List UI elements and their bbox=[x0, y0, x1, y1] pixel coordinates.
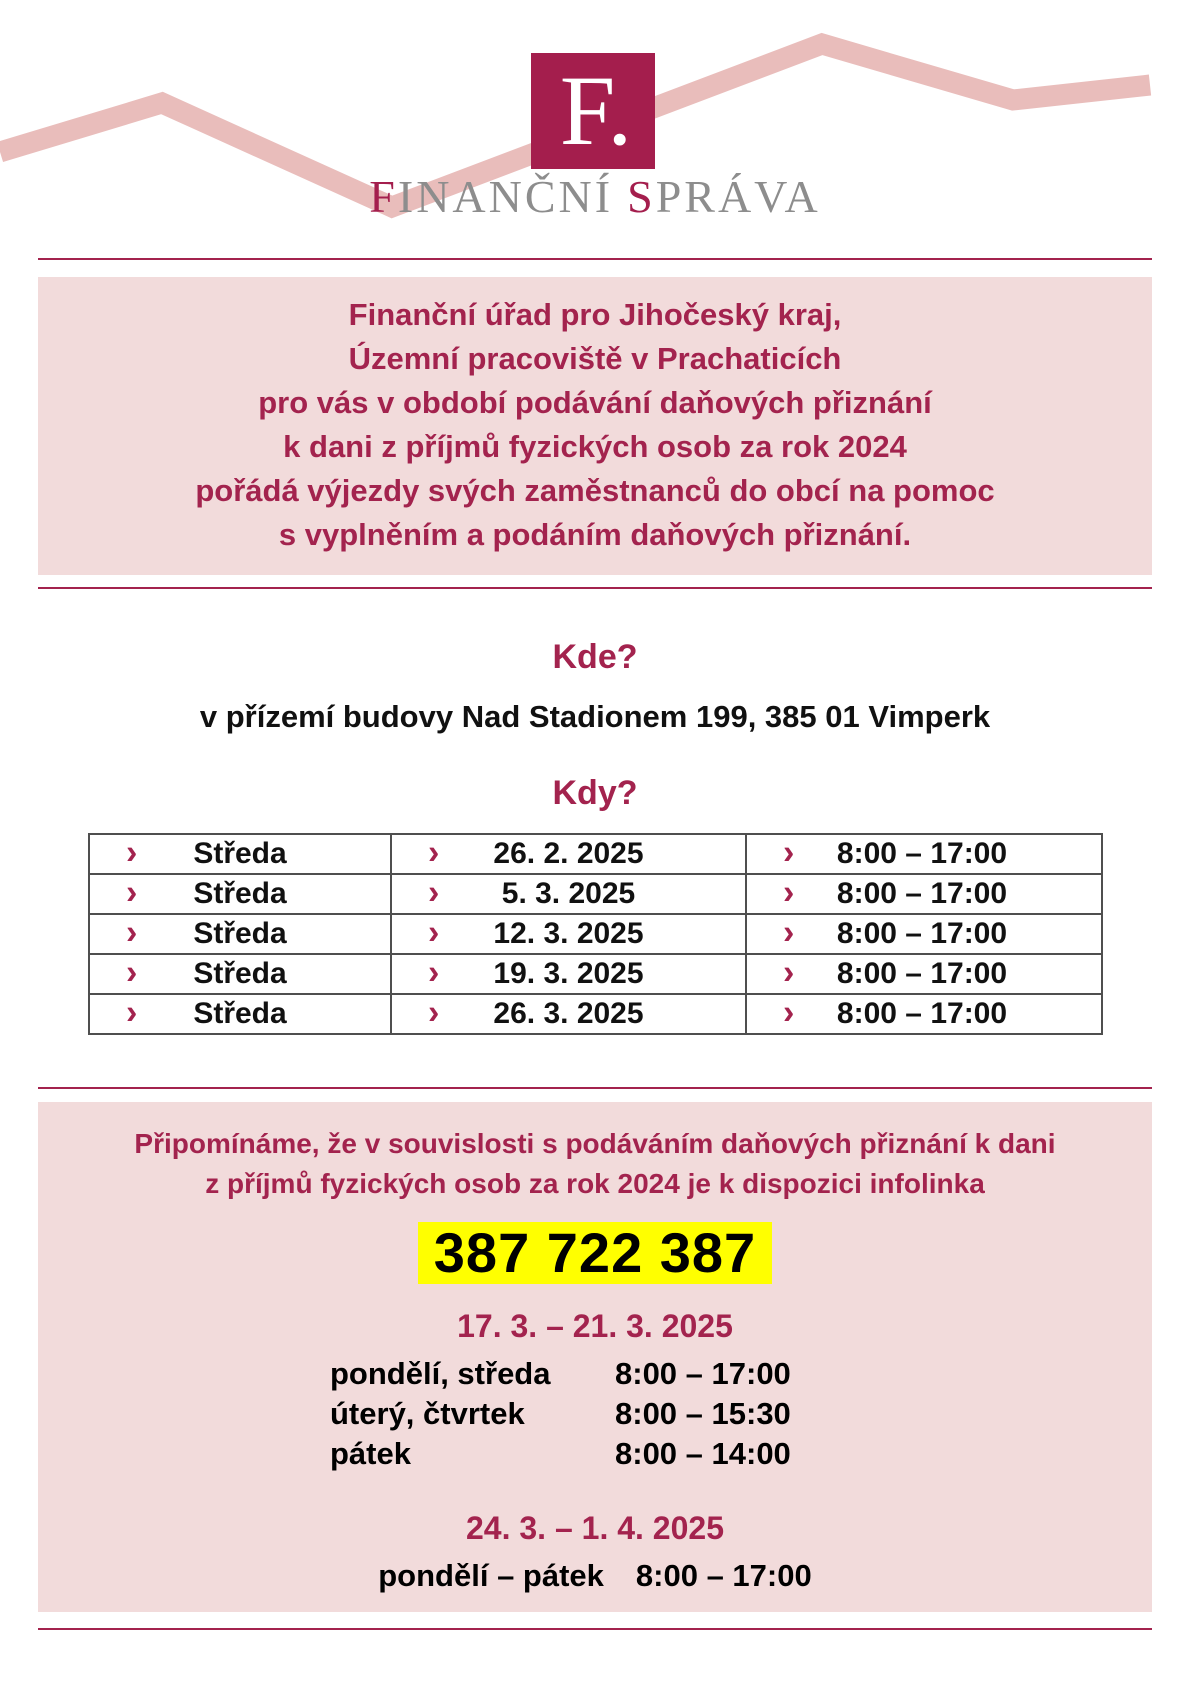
time-value: 8:00 – 17:00 bbox=[836, 917, 1008, 950]
day-value: Středa bbox=[193, 877, 287, 910]
financni-sprava-logo bbox=[531, 53, 655, 169]
hours-time: 8:00 – 15:30 bbox=[615, 1396, 791, 1431]
hours-time: 8:00 – 17:00 bbox=[615, 1356, 791, 1391]
date-cell bbox=[390, 995, 745, 1033]
wordmark-inancni: INANČNÍ bbox=[397, 171, 614, 222]
chevron-right-icon: › bbox=[428, 913, 440, 952]
table-row bbox=[90, 835, 1101, 873]
intro-line: Finanční úřad pro Jihočeský kraj, bbox=[348, 297, 842, 332]
day-value: Středa bbox=[193, 997, 287, 1030]
period-2-range: 24. 3. – 1. 4. 2025 bbox=[466, 1510, 724, 1546]
logo-monogram: F. bbox=[559, 55, 633, 166]
header bbox=[0, 0, 1190, 258]
infoline-phone-number: 387 722 387 bbox=[418, 1222, 772, 1284]
divider-under-intro bbox=[38, 587, 1152, 589]
intro-line: s vyplněním a podáním daňových přiznání. bbox=[278, 517, 912, 552]
time-cell bbox=[745, 915, 1097, 953]
date-cell bbox=[390, 915, 745, 953]
hours-days: pondělí, středa bbox=[330, 1356, 551, 1391]
divider-above-infoline bbox=[38, 1087, 1152, 1089]
day-cell bbox=[90, 995, 390, 1033]
time-value: 8:00 – 17:00 bbox=[836, 957, 1008, 990]
date-value: 26. 2. 2025 bbox=[493, 837, 644, 870]
where-heading: Kde? bbox=[552, 638, 638, 676]
chevron-right-icon: › bbox=[428, 953, 440, 992]
intro-line: pořádá výjezdy svých zaměstnanců do obcí na pomoc bbox=[195, 473, 995, 508]
chevron-right-icon: › bbox=[783, 953, 795, 992]
hours-days: úterý, čtvrtek bbox=[330, 1396, 525, 1431]
day-cell bbox=[90, 955, 390, 993]
chevron-right-icon: › bbox=[428, 873, 440, 912]
time-cell bbox=[745, 995, 1097, 1033]
period-1-hours bbox=[330, 1354, 860, 1474]
chevron-right-icon: › bbox=[126, 953, 138, 992]
intro-line: k dani z příjmů fyzických osob za rok 2024 bbox=[283, 429, 907, 464]
chevron-right-icon: › bbox=[783, 913, 795, 952]
hours-time: 8:00 – 17:00 bbox=[635, 1558, 812, 1593]
chevron-right-icon: › bbox=[783, 833, 795, 872]
day-cell bbox=[90, 875, 390, 913]
chevron-right-icon: › bbox=[783, 993, 795, 1032]
chevron-right-icon: › bbox=[126, 833, 138, 872]
chevron-right-icon: › bbox=[126, 913, 138, 952]
date-value: 19. 3. 2025 bbox=[493, 957, 644, 990]
chevron-right-icon: › bbox=[126, 873, 138, 912]
hours-days: pátek bbox=[330, 1436, 411, 1471]
hours-time: 8:00 – 14:00 bbox=[615, 1436, 791, 1471]
date-value: 26. 3. 2025 bbox=[493, 997, 644, 1030]
visit-schedule-table bbox=[88, 833, 1103, 1035]
intro-line: Územní pracoviště v Prachaticích bbox=[348, 341, 842, 376]
day-value: Středa bbox=[193, 917, 287, 950]
time-cell bbox=[745, 955, 1097, 993]
time-value: 8:00 – 17:00 bbox=[836, 877, 1008, 910]
chevron-right-icon: › bbox=[428, 833, 440, 872]
period-2-hours bbox=[38, 1556, 1152, 1596]
divider-bottom bbox=[38, 1628, 1152, 1630]
intro-line: pro vás v období podávání daňových přiznání bbox=[258, 385, 932, 420]
table-row bbox=[90, 953, 1101, 993]
time-cell bbox=[745, 875, 1097, 913]
phone-wrap bbox=[38, 1222, 1152, 1284]
hours-days: pondělí – pátek bbox=[378, 1558, 604, 1593]
date-value: 5. 3. 2025 bbox=[501, 877, 636, 910]
day-cell bbox=[90, 915, 390, 953]
date-value: 12. 3. 2025 bbox=[493, 917, 644, 950]
divider-top bbox=[38, 258, 1152, 260]
logo-wordmark bbox=[0, 171, 1190, 222]
wordmark-prava: PRÁVA bbox=[655, 171, 821, 222]
time-value: 8:00 – 17:00 bbox=[836, 837, 1008, 870]
when-heading: Kdy? bbox=[552, 774, 638, 812]
date-cell bbox=[390, 875, 745, 913]
table-row bbox=[90, 913, 1101, 953]
wordmark-initial-f: F bbox=[369, 171, 398, 222]
table-row bbox=[90, 873, 1101, 913]
infoline-note-line: z příjmů fyzických osob za rok 2024 je k dispozici infolinka bbox=[205, 1168, 985, 1199]
wordmark-initial-s: S bbox=[627, 171, 656, 222]
infoline-panel bbox=[38, 1102, 1152, 1612]
time-value: 8:00 – 17:00 bbox=[836, 997, 1008, 1030]
day-value: Středa bbox=[193, 957, 287, 990]
table-row bbox=[90, 993, 1101, 1033]
date-cell bbox=[390, 955, 745, 993]
period-1-range: 17. 3. – 21. 3. 2025 bbox=[457, 1308, 733, 1344]
address-line: v přízemí budovy Nad Stadionem 199, 385 01 Vimperk bbox=[199, 699, 991, 734]
day-value: Středa bbox=[193, 837, 287, 870]
intro-banner bbox=[38, 277, 1152, 575]
day-cell bbox=[90, 835, 390, 873]
chevron-right-icon: › bbox=[126, 993, 138, 1032]
chevron-right-icon: › bbox=[783, 873, 795, 912]
time-cell bbox=[745, 835, 1097, 873]
infoline-note-line: Připomínáme, že v souvislosti s podáváním daňových přiznání k dani bbox=[134, 1128, 1056, 1159]
chevron-right-icon: › bbox=[428, 993, 440, 1032]
date-cell bbox=[390, 835, 745, 873]
